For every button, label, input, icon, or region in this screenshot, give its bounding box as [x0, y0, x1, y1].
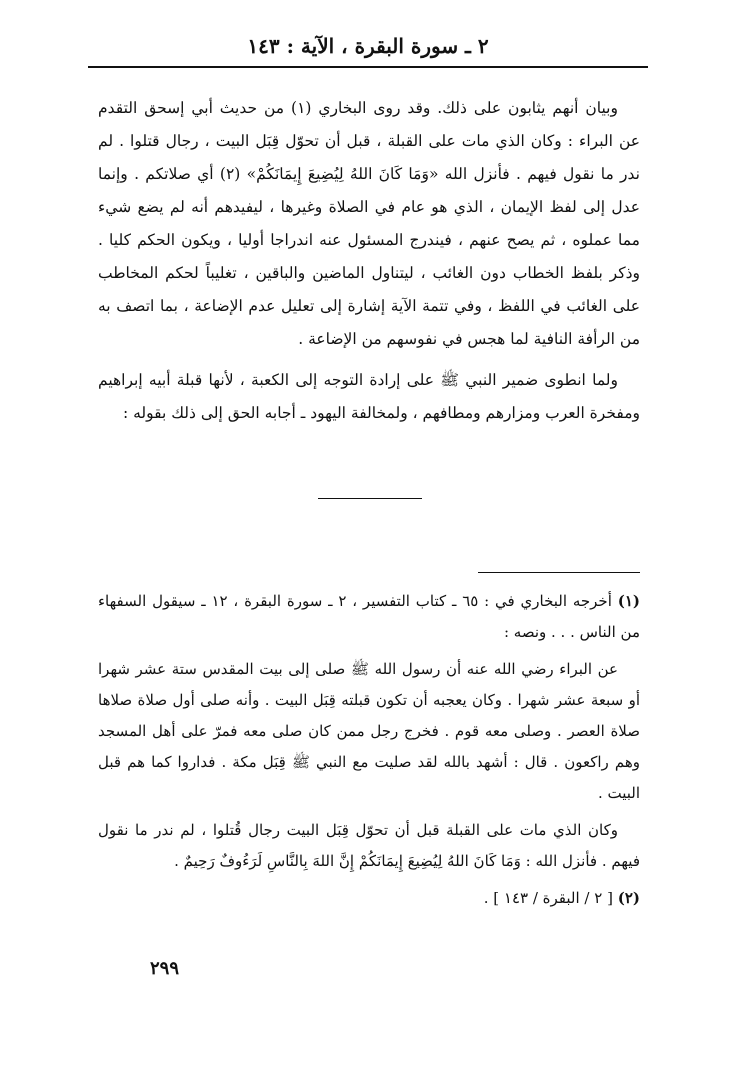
- footnote-number: (١): [617, 592, 640, 610]
- main-text: [98, 92, 640, 430]
- footnote-rule: [478, 572, 640, 573]
- footnote-2: [98, 883, 640, 914]
- footnote-text: [ ٢ / البقرة / ١٤٣ ] .: [483, 889, 613, 907]
- footnote-quote: عن البراء رضي الله عنه أن رسول الله ﷺ صلى إلى بيت المقدس ستة عشر شهرا أو سبعة عشر شهرا . وكان يعجبه أن تكون قبلته قِبَل البيت . وأنه صلى أول صلاة صلاها صلاة العصر . وصلى معه قوم . فخرج رجل ممن كان صلى معه فمرّ على أهل المسجد وهم راكعون . قال : أشهد بالله لقد صليت مع النبي ﷺ قِبَل مكة . فداروا كما هم قبل البيت .: [98, 660, 640, 802]
- footnote-text: أخرجه البخاري في : ٦٥ ـ كتاب التفسير ، ٢ ـ سورة البقرة ، ١٢ ـ سيقول السفهاء من الناس . . . ونصه :: [98, 592, 640, 641]
- running-header: ٢ ـ سورة البقرة ، الآية : ١٤٣: [247, 34, 489, 58]
- section-divider: [318, 498, 422, 499]
- footnotes: [98, 586, 640, 914]
- paragraph: ولما انطوى ضمير النبي ﷺ على إرادة التوجه إلى الكعبة ، لأنها قبلة أبيه إبراهيم ومفخرة العرب ومزارهم ومطافهم ، ولمخالفة اليهود ـ أجابه الحق إلى ذلك بقوله :: [98, 371, 640, 422]
- footnote-quote: وكان الذي مات على القبلة قبل أن تحوّل قِبَل البيت رجال قُتلوا ، لم ندر ما نقول فيهم . فأنزل الله : وَمَا كَانَ اللهُ لِيُضِيعَ إِيمَانَكُمْ إِنَّ اللهَ بِالنَّاسِ لَرَءُوفٌ رَحِيمٌ .: [98, 821, 640, 870]
- header-rule: [88, 66, 648, 68]
- footnote-number: (٢): [617, 889, 640, 907]
- page-number: ٢٩٩: [150, 958, 180, 979]
- paragraph: وبيان أنهم يثابون على ذلك. وقد روى البخاري (١) من حديث أبي إسحق التقدم عن البراء : وكان الذي مات على القبلة ، قبل أن تحوّل قِبَل البيت ، رجال قتلوا . لم ندر ما نقول فيهم . فأنزل الله «وَمَا كَانَ اللهُ لِيُضِيعَ إِيمَانَكُمْ» (٢) أي صلاتكم . وإنما عدل إلى لفظ الإيمان ، الذي هو عام في الصلاة وغيرها ، ليفيدهم أنه لم يضع شيء مما عملوه ، ثم يصح عنهم ، فيندرج المسئول عنه اندراجا أوليا ، ويكون الحكم كليا . وذكر بلفظ الخطاب دون الغائب ، ليتناول الماضين والباقين ، تغليباً لحكم المخاطب على الغائب في اللفظ ، وفي تتمة الآية إشارة إلى تعليل عدم الإضاعة ، بما اتصف به من الرأفة النافية لما هجس في نفوسهم من الإضاعة .: [98, 99, 640, 348]
- footnote-1: [98, 586, 640, 648]
